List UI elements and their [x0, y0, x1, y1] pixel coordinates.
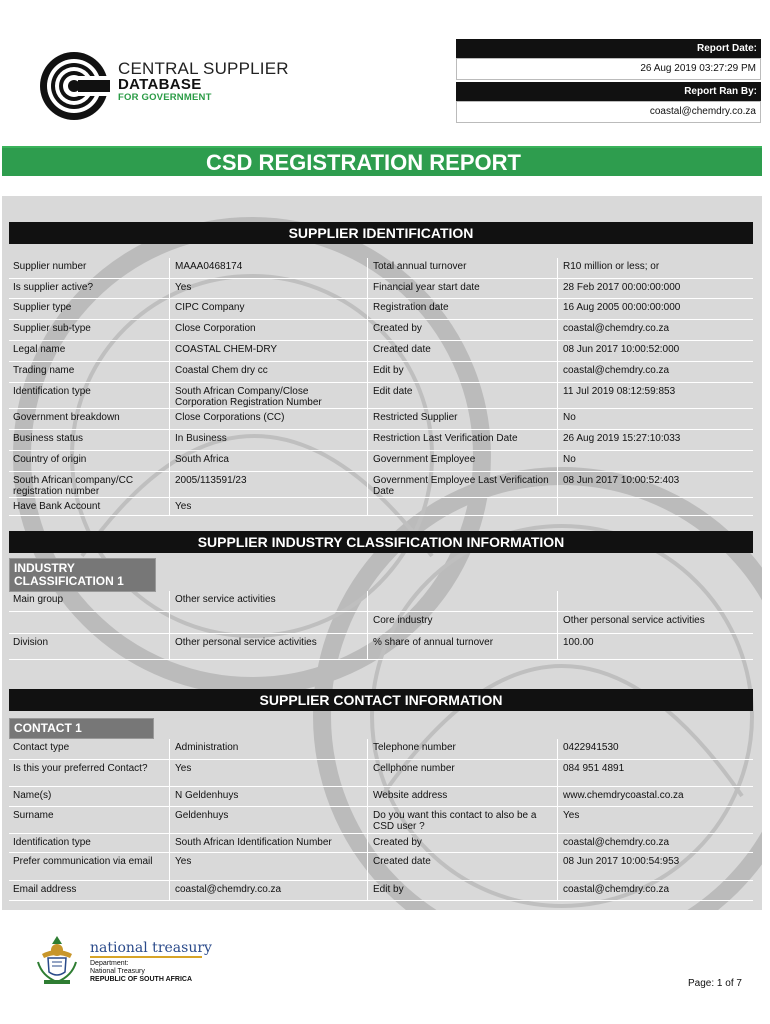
field-label: Main group — [13, 594, 64, 605]
field-value: COASTAL CHEM-DRY — [175, 344, 278, 355]
field-value: No — [563, 412, 576, 423]
field-value: 084 951 4891 — [563, 763, 625, 774]
report-date-value: 26 Aug 2019 03:27:29 PM — [456, 58, 761, 80]
field-label: Email address — [13, 884, 77, 895]
field-label: Supplier sub-type — [13, 323, 91, 334]
table-row — [9, 760, 753, 787]
table-row — [9, 834, 753, 853]
table-row — [9, 383, 753, 409]
field-label: Created date — [373, 856, 431, 867]
field-value: coastal@chemdry.co.za — [563, 365, 670, 376]
national-coat-of-arms-icon — [32, 932, 82, 987]
field-label: Government breakdown — [13, 412, 120, 423]
department-line-3: REPUBLIC OF SOUTH AFRICA — [90, 976, 193, 983]
field-label: Division — [13, 637, 49, 648]
department-block — [90, 960, 192, 984]
table-row — [9, 472, 753, 498]
field-label: Financial year start date — [373, 282, 480, 293]
field-label: Restricted Supplier — [373, 412, 458, 423]
national-treasury-title: national treasury — [90, 940, 212, 956]
report-ran-by-value: coastal@chemdry.co.za — [456, 101, 761, 123]
brand-line-1: CENTRAL SUPPLIER — [118, 59, 289, 78]
field-value: coastal@chemdry.co.za — [563, 837, 670, 848]
table-row — [9, 258, 753, 279]
field-label: Country of origin — [13, 454, 87, 465]
table-row — [9, 409, 753, 430]
field-label: Created date — [373, 344, 431, 355]
field-label: Restriction Last Verification Date — [373, 433, 518, 444]
contact-subheader: CONTACT 1 — [9, 718, 154, 739]
brand-line-2: DATABASE — [118, 76, 202, 93]
field-label: Cellphone number — [373, 763, 455, 774]
report-meta — [456, 39, 761, 123]
report-ran-by-label: Report Ran By: — [456, 82, 761, 101]
field-value: N Geldenhuys — [175, 790, 239, 801]
field-label: Is supplier active? — [13, 282, 94, 293]
field-label: Identification type — [13, 386, 91, 397]
field-value: 11 Jul 2019 08:12:59:853 — [563, 386, 676, 397]
field-value: Close Corporation — [175, 323, 256, 334]
report-date-label: Report Date: — [456, 39, 761, 58]
field-value: Yes — [175, 282, 192, 293]
field-value: 26 Aug 2019 15:27:10:033 — [563, 433, 681, 444]
table-row — [9, 787, 753, 807]
field-value: South African Identification Number — [175, 837, 332, 848]
field-value: Other service activities — [175, 594, 276, 605]
contact-information-header: SUPPLIER CONTACT INFORMATION — [9, 689, 753, 711]
field-value: Close Corporations (CC) — [175, 412, 285, 423]
field-value: Yes — [175, 856, 192, 867]
csd-logo-icon — [38, 50, 110, 122]
table-row — [9, 451, 753, 472]
field-label: % share of annual turnover — [373, 637, 494, 648]
field-value: 2005/113591/23 — [175, 475, 247, 486]
field-value: Yes — [175, 501, 192, 512]
field-label: Have Bank Account — [13, 501, 101, 512]
table-row — [9, 320, 753, 341]
field-label: Edit by — [373, 884, 404, 895]
field-label: South African company/CC registration number — [13, 475, 134, 497]
field-label: Core industry — [373, 615, 433, 626]
field-value: 16 Aug 2005 00:00:00:000 — [563, 302, 681, 313]
table-row — [9, 341, 753, 362]
field-label: Total annual turnover — [373, 261, 467, 272]
table-row — [9, 362, 753, 383]
field-value: Other personal service activities — [563, 615, 705, 626]
table-row — [9, 881, 753, 901]
field-value: 28 Feb 2017 00:00:00:000 — [563, 282, 681, 293]
national-treasury-rule — [90, 956, 202, 958]
field-label: Prefer communication via email — [13, 856, 153, 867]
field-label: Surname — [13, 810, 54, 821]
field-label: Created by — [373, 837, 422, 848]
field-value: Other personal service activities — [175, 637, 317, 648]
field-value: 0422941530 — [563, 742, 619, 753]
field-value: Yes — [563, 810, 580, 821]
field-label: Government Employee — [373, 454, 476, 465]
table-row — [9, 430, 753, 451]
table-row — [9, 591, 753, 612]
field-label: Registration date — [373, 302, 449, 313]
field-label: Government Employee Last Verification Date — [373, 475, 549, 497]
field-label: Telephone number — [373, 742, 456, 753]
field-label: Contact type — [13, 742, 70, 753]
table-row — [9, 299, 753, 320]
field-label: Edit by — [373, 365, 404, 376]
field-value: coastal@chemdry.co.za — [563, 323, 670, 334]
supplier-identification-header: SUPPLIER IDENTIFICATION — [9, 222, 753, 244]
table-row — [9, 853, 753, 881]
field-value: Yes — [175, 763, 192, 774]
field-label: Identification type — [13, 837, 91, 848]
field-value: coastal@chemdry.co.za — [563, 884, 670, 895]
page-title: CSD REGISTRATION REPORT — [2, 146, 762, 176]
page-number: Page: 1 of 7 — [688, 978, 742, 989]
field-value: 100.00 — [563, 637, 594, 648]
field-value: MAAA0468174 — [175, 261, 243, 272]
table-row — [9, 279, 753, 299]
field-value: 08 Jun 2017 10:00:52:403 — [563, 475, 680, 486]
field-value: In Business — [175, 433, 227, 444]
table-row — [9, 612, 753, 634]
table-row — [9, 739, 753, 760]
field-value: Geldenhuys — [175, 810, 229, 821]
field-label: Edit date — [373, 386, 413, 397]
industry-classification-subheader: INDUSTRY CLASSIFICATION 1 — [9, 558, 156, 592]
field-value: No — [563, 454, 576, 465]
field-label: Name(s) — [13, 790, 52, 801]
industry-classification-header: SUPPLIER INDUSTRY CLASSIFICATION INFORMATION — [9, 531, 753, 553]
department-line-1: Department: — [90, 960, 129, 967]
table-row — [9, 498, 753, 516]
field-label: Legal name — [13, 344, 66, 355]
field-value: CIPC Company — [175, 302, 245, 313]
brand-line-3: FOR GOVERNMENT — [118, 92, 212, 103]
field-label: Supplier number — [13, 261, 87, 272]
field-label: Do you want this contact to also be a CSD user ? — [373, 810, 537, 832]
field-value: Administration — [175, 742, 239, 753]
field-value: 08 Jun 2017 10:00:52:000 — [563, 344, 680, 355]
report-body — [2, 196, 762, 910]
field-label: Business status — [13, 433, 84, 444]
field-value: Coastal Chem dry cc — [175, 365, 268, 376]
table-row — [9, 634, 753, 660]
field-value: R10 million or less; or — [563, 261, 660, 272]
field-label: Trading name — [13, 365, 75, 376]
field-label: Is this your preferred Contact? — [13, 763, 148, 774]
field-value: coastal@chemdry.co.za — [175, 884, 282, 895]
department-line-2: National Treasury — [90, 968, 145, 975]
table-row — [9, 807, 753, 834]
field-value: South Africa — [175, 454, 229, 465]
field-label: Supplier type — [13, 302, 72, 313]
field-value: 08 Jun 2017 10:00:54:953 — [563, 856, 680, 867]
field-label: Website address — [373, 790, 448, 801]
field-value: South African Company/Close Corporation Registration Number — [175, 386, 322, 408]
csd-brand — [118, 60, 289, 104]
field-label: Created by — [373, 323, 422, 334]
field-value: www.chemdrycoastal.co.za — [563, 790, 684, 801]
